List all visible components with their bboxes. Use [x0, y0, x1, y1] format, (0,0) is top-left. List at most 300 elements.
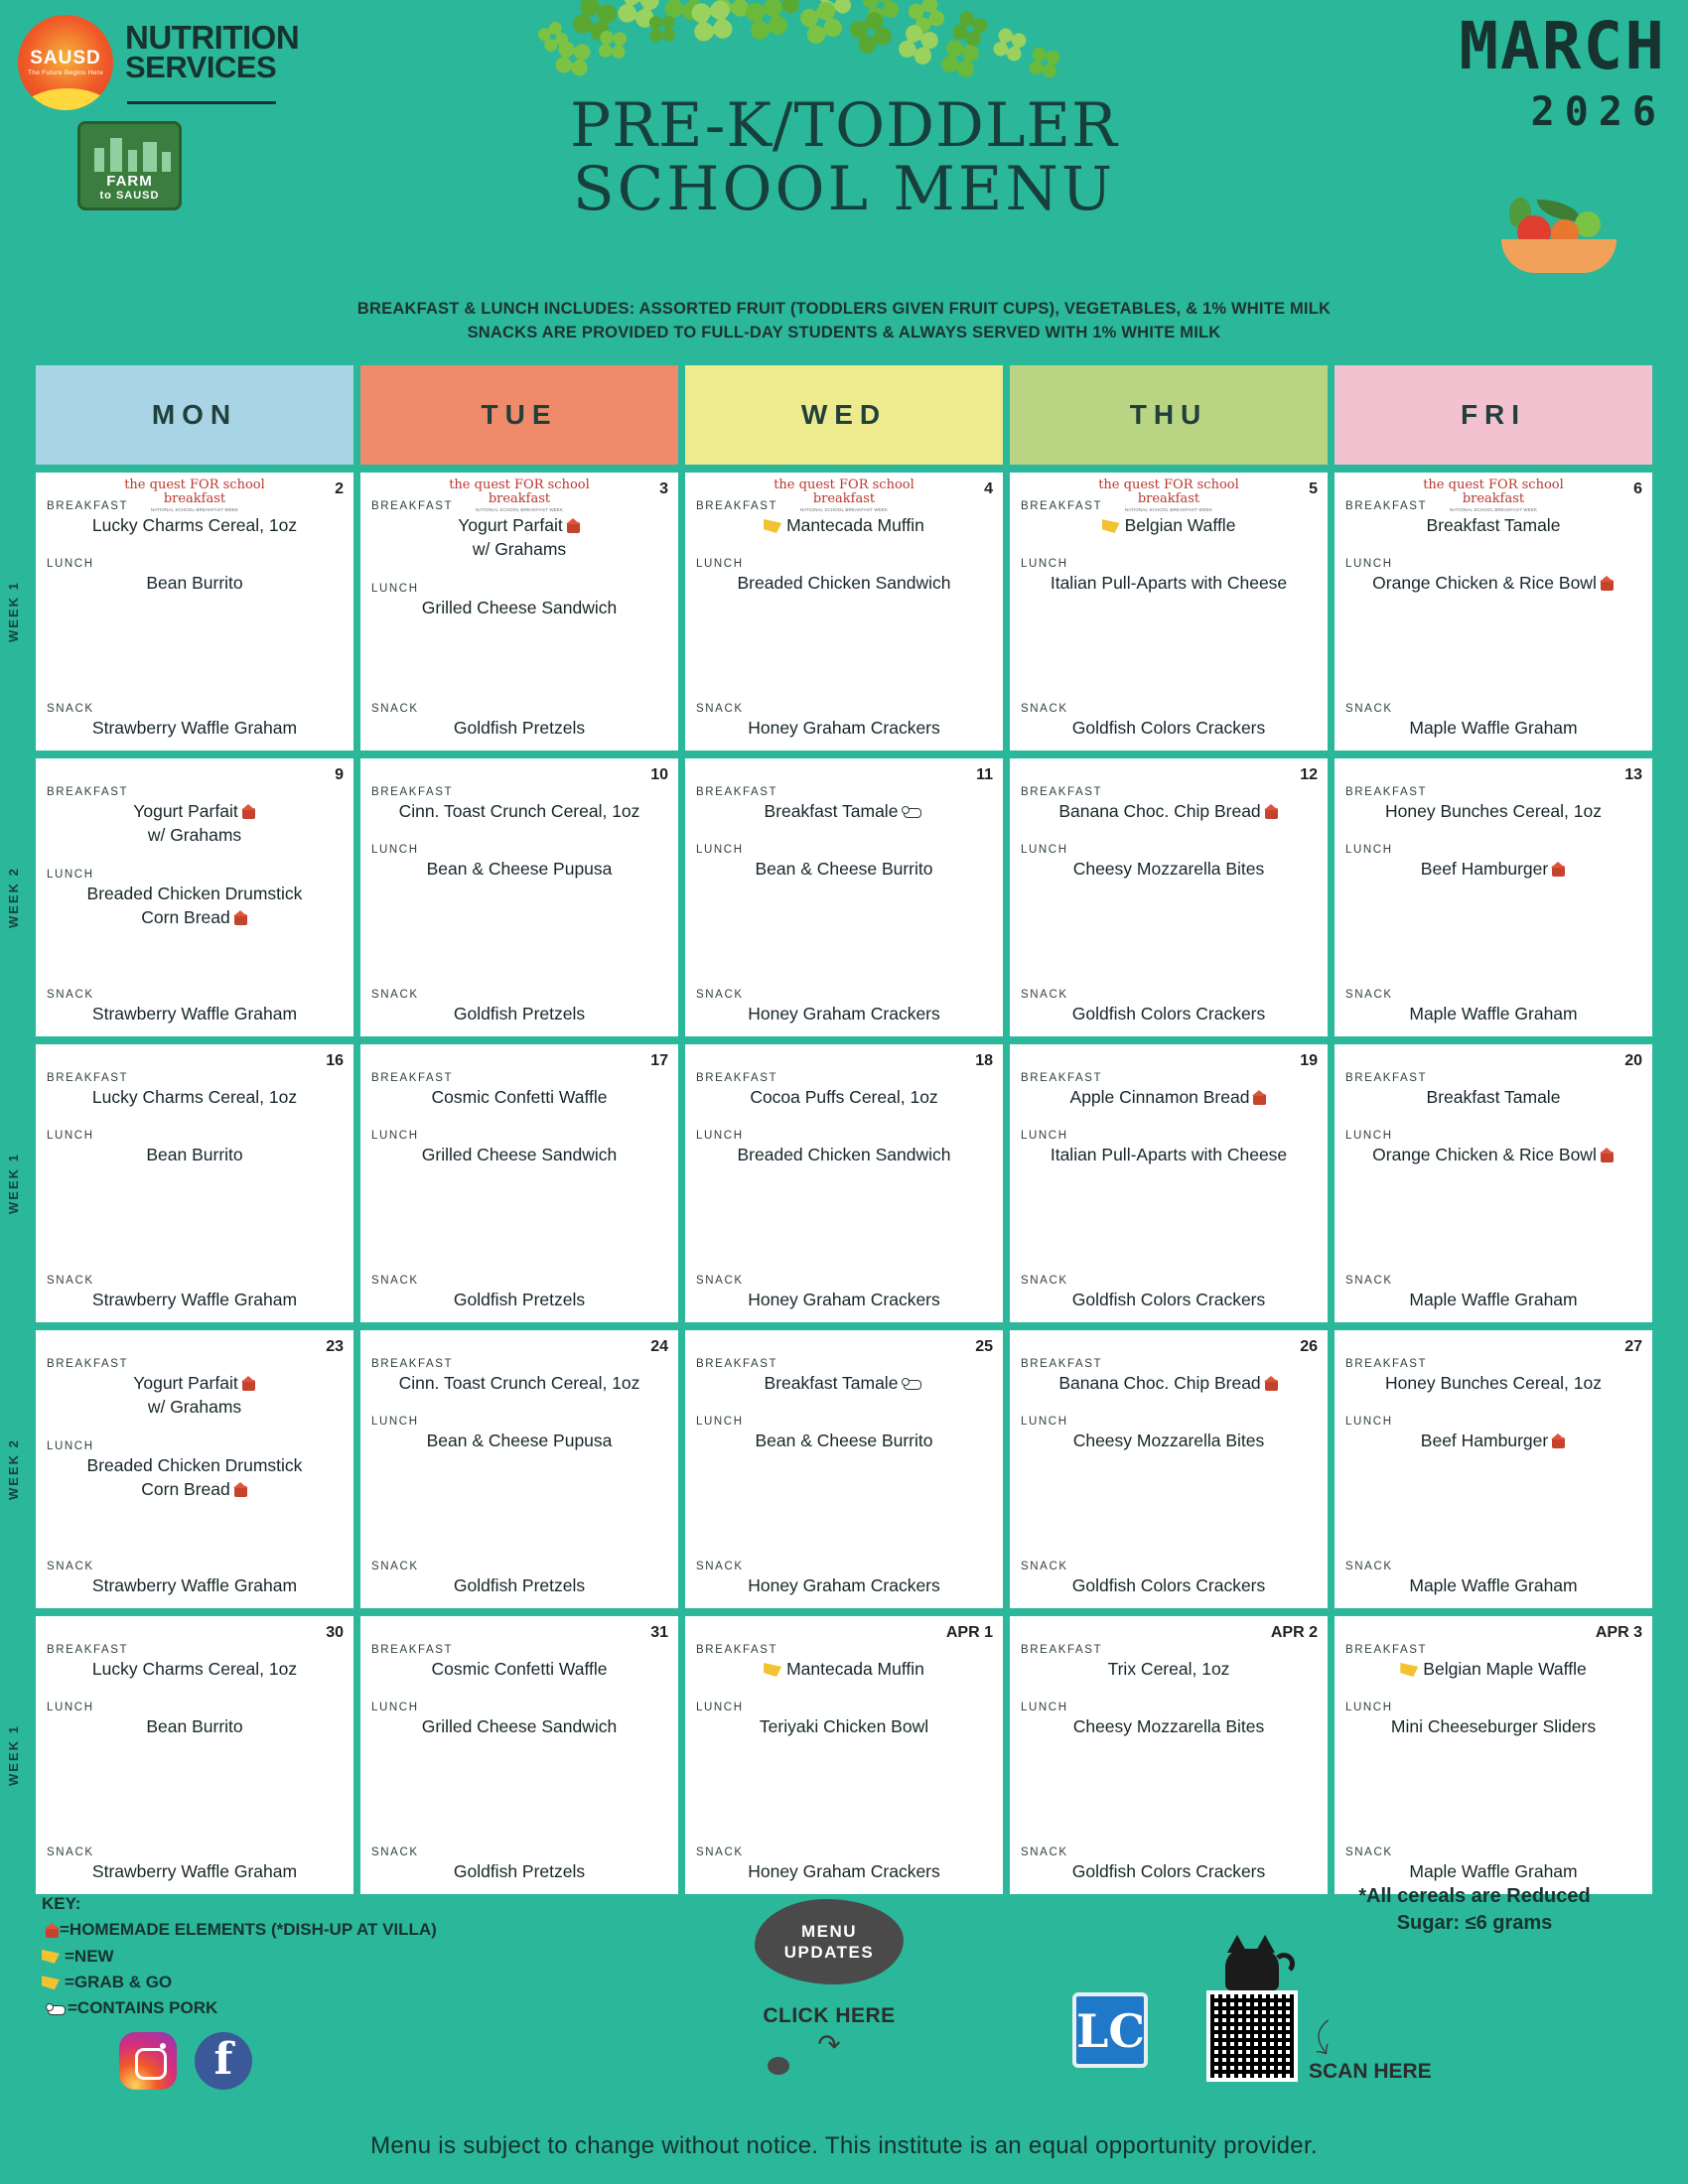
week-row: [6, 1616, 1652, 1894]
week-row: [6, 473, 1652, 751]
snack-label: SNACK: [1021, 988, 1068, 1001]
new-icon: [764, 1663, 781, 1677]
day-number: 20: [1624, 1052, 1642, 1069]
breakfast-item: [1021, 1659, 1317, 1680]
menu-updates-badge: [755, 1899, 904, 1984]
snack-block: [371, 1275, 667, 1310]
snack-label: SNACK: [1345, 1560, 1393, 1572]
snack-item: Maple Waffle Graham: [1409, 1003, 1578, 1024]
homemade-icon: [566, 518, 581, 534]
clover-icon: [991, 26, 1028, 63]
new-icon: [1102, 519, 1120, 533]
day-number: 2: [335, 480, 344, 497]
breakfast-block: [47, 1072, 343, 1108]
calendar-day-cell[interactable]: [36, 1044, 353, 1322]
calendar-day-cell[interactable]: [36, 1330, 353, 1608]
day-number: 19: [1300, 1052, 1318, 1069]
calendar-day-cell[interactable]: [685, 1330, 1003, 1608]
lunch-item-text: Orange Chicken & Rice Bowl: [1372, 573, 1597, 594]
homemade-icon: [1264, 804, 1279, 820]
lunch-item: [696, 573, 992, 594]
breakfast-item: [371, 1373, 667, 1394]
new-icon: [1400, 1663, 1418, 1677]
lunch-block: [371, 844, 667, 880]
calendar-day-cell[interactable]: [1010, 473, 1328, 751]
farm-badge-line-1: FARM: [106, 173, 153, 190]
day-of-week-wed: WED: [685, 365, 1003, 465]
breakfast-item: [696, 1087, 992, 1108]
lunch-block: [1345, 1702, 1641, 1737]
lunch-item-text: Bean & Cheese Pupusa: [426, 859, 613, 880]
calendar-day-cell[interactable]: [1010, 1616, 1328, 1894]
click-here-label: CLICK HERE: [763, 2004, 896, 2027]
lunch-block: [696, 558, 992, 594]
snack-item: Maple Waffle Graham: [1409, 1574, 1578, 1595]
lunch-block: [371, 1130, 667, 1165]
lunch-item-text: Teriyaki Chicken Bowl: [759, 1716, 929, 1737]
breakfast-label: BREAKFAST: [371, 1358, 454, 1370]
lunch-item: [371, 1431, 667, 1451]
breakfast-label: BREAKFAST: [696, 1644, 778, 1656]
snack-label: SNACK: [1021, 1560, 1068, 1572]
snack-label: SNACK: [47, 702, 94, 715]
day-number: APR 2: [1270, 1624, 1318, 1641]
week-row: [6, 1330, 1652, 1608]
lunch-block: [1345, 558, 1641, 594]
instagram-icon[interactable]: [119, 2032, 177, 2090]
day-of-week-fri: FRI: [1335, 365, 1652, 465]
lunch-item: [371, 1145, 667, 1165]
quest-for-school-breakfast-banner: [420, 478, 619, 512]
breakfast-label: BREAKFAST: [371, 1644, 454, 1656]
breakfast-label: BREAKFAST: [696, 786, 778, 798]
lunch-block: [47, 1130, 343, 1165]
day-number: 6: [1633, 480, 1642, 497]
lunch-item: [47, 884, 343, 904]
day-number: 26: [1300, 1338, 1318, 1355]
lunch-block: [1021, 844, 1317, 880]
snack-block: [1345, 703, 1641, 739]
lunch-label: LUNCH: [371, 582, 419, 595]
snack-label: SNACK: [47, 1274, 94, 1287]
snack-block: [696, 703, 992, 739]
lunch-item-line-2-text: Corn Bread: [141, 1479, 230, 1500]
breakfast-label: BREAKFAST: [1021, 1072, 1103, 1084]
cat-icon: [1219, 1933, 1285, 1990]
lunch-block: [1345, 1130, 1641, 1165]
clover-icon: [1028, 46, 1060, 78]
homemade-icon: [1600, 576, 1615, 592]
lunch-item-text: Cheesy Mozzarella Bites: [1072, 859, 1265, 880]
breakfast-item-text: Yogurt Parfait: [458, 515, 563, 535]
breakfast-label: BREAKFAST: [1345, 786, 1428, 798]
snack-item: Goldfish Colors Crackers: [1071, 1574, 1266, 1595]
breakfast-item: [47, 515, 343, 536]
breakfast-item-text: Cocoa Puffs Cereal, 1oz: [750, 1087, 938, 1107]
calendar-day-cell[interactable]: [685, 1616, 1003, 1894]
calendar-day-cell[interactable]: [685, 758, 1003, 1036]
breakfast-item-text: Trix Cereal, 1oz: [1107, 1659, 1230, 1679]
lunch-label: LUNCH: [696, 844, 744, 857]
breakfast-block: [47, 1644, 343, 1680]
lunch-block: [47, 869, 343, 929]
menu-calendar: [6, 365, 1652, 1894]
page-title-line-1: PRE-K/TODDLER: [570, 90, 1118, 161]
homemade-icon: [241, 804, 256, 820]
breakfast-item-text: Lucky Charms Cereal, 1oz: [91, 1087, 298, 1107]
new-icon: [764, 519, 781, 533]
snack-block: [47, 703, 343, 739]
week-row: [6, 758, 1652, 1036]
breakfast-block: [1021, 1072, 1317, 1108]
year-label: 2026: [1530, 89, 1666, 135]
lunch-item-text: Cheesy Mozzarella Bites: [1072, 1716, 1265, 1737]
lunch-item-text: Grilled Cheese Sandwich: [421, 597, 618, 617]
breakfast-item-text: Mantecada Muffin: [786, 1659, 924, 1679]
legend-item-contains-pork-label: =CONTAINS PORK: [68, 1998, 218, 2018]
breakfast-block: [1345, 786, 1641, 822]
day-number: 9: [335, 766, 344, 783]
skyline-icon: [88, 130, 171, 172]
calendar-day-cell[interactable]: [360, 473, 678, 751]
facebook-icon[interactable]: f: [195, 2032, 252, 2090]
calendar-day-cell[interactable]: [1335, 758, 1652, 1036]
calendar-day-cell[interactable]: [685, 473, 1003, 751]
lunch-label: LUNCH: [371, 1130, 419, 1143]
day-number: 12: [1300, 766, 1318, 783]
breakfast-item-line-2: w/ Grahams: [472, 539, 567, 560]
calendar-day-cell[interactable]: [360, 1616, 678, 1894]
breakfast-label: BREAKFAST: [696, 500, 778, 512]
snack-item: Honey Graham Crackers: [748, 717, 940, 738]
snack-block: [47, 989, 343, 1024]
snack-block: [1021, 703, 1317, 739]
lunch-item-text: Bean & Cheese Burrito: [755, 859, 933, 880]
breakfast-item: [371, 515, 667, 536]
nutrition-services-title: [125, 19, 353, 85]
lunch-item: [1345, 1145, 1641, 1165]
page-footer: [0, 1885, 1688, 2184]
calendar-day-cell[interactable]: [1010, 1044, 1328, 1322]
snack-item: Goldfish Colors Crackers: [1071, 1860, 1266, 1881]
snack-block: [371, 1561, 667, 1596]
snack-item: Strawberry Waffle Graham: [91, 1003, 298, 1024]
snack-block: [1345, 989, 1641, 1024]
calendar-day-cell[interactable]: [360, 1044, 678, 1322]
calendar-day-cell[interactable]: [1335, 1330, 1652, 1608]
snack-item: Maple Waffle Graham: [1409, 1860, 1578, 1881]
breakfast-item: [371, 1659, 667, 1680]
week-label: WEEK 1: [6, 1724, 21, 1786]
qr-code[interactable]: [1206, 1990, 1298, 2082]
breakfast-label: BREAKFAST: [1021, 786, 1103, 798]
legend-item-homemade: [42, 1917, 437, 1943]
curved-arrow-icon: ↷: [817, 2029, 841, 2060]
lunch-label: LUNCH: [696, 1702, 744, 1714]
nutrition-line-2: SERVICES: [125, 50, 277, 85]
homemade-icon: [241, 1376, 256, 1392]
breakfast-label: BREAKFAST: [47, 1358, 129, 1370]
snack-label: SNACK: [696, 988, 744, 1001]
snack-label: SNACK: [696, 1274, 744, 1287]
lunch-label: LUNCH: [1021, 1416, 1068, 1429]
calendar-day-cell[interactable]: [360, 758, 678, 1036]
month-year-heading: [1249, 8, 1666, 135]
breakfast-item: [1345, 801, 1641, 822]
calendar-day-cell[interactable]: [1335, 1616, 1652, 1894]
lunch-item-text: Italian Pull-Aparts with Cheese: [1050, 573, 1288, 594]
quest-title: the quest FOR school breakfast: [1423, 478, 1564, 506]
breakfast-item: [1345, 1087, 1641, 1108]
snack-item: Goldfish Pretzels: [453, 717, 586, 738]
day-of-week-header-row: [36, 365, 1652, 465]
lunch-label: LUNCH: [47, 1439, 94, 1452]
snack-block: [1021, 989, 1317, 1024]
day-number: 10: [650, 766, 668, 783]
lunch-label: LUNCH: [1345, 1130, 1393, 1143]
breakfast-item-text: Banana Choc. Chip Bread: [1058, 1373, 1261, 1393]
snack-item: Goldfish Colors Crackers: [1071, 717, 1266, 738]
breakfast-label: BREAKFAST: [47, 500, 129, 512]
lunch-block: [1021, 1702, 1317, 1737]
breakfast-label: BREAKFAST: [1345, 500, 1428, 512]
breakfast-block: [1021, 786, 1317, 822]
snack-item: Goldfish Pretzels: [453, 1289, 586, 1309]
snack-label: SNACK: [1345, 1845, 1393, 1858]
week-label: WEEK 1: [6, 1153, 21, 1214]
lunch-item-text: Grilled Cheese Sandwich: [421, 1145, 618, 1165]
breakfast-block: [696, 1358, 992, 1394]
clover-icon: [744, 0, 789, 42]
snack-block: [1021, 1561, 1317, 1596]
breakfast-item: [1021, 1087, 1317, 1108]
lunch-block: [1345, 844, 1641, 880]
breakfast-block: [696, 1644, 992, 1680]
calendar-day-cell[interactable]: [360, 1330, 678, 1608]
breakfast-item-line-2: w/ Grahams: [147, 825, 242, 846]
lunch-item: [1345, 1716, 1641, 1737]
snack-label: SNACK: [1021, 702, 1068, 715]
breakfast-block: [371, 1358, 667, 1394]
snack-label: SNACK: [47, 1560, 94, 1572]
homemade-icon: [1551, 1433, 1566, 1449]
lunch-label: LUNCH: [696, 1130, 744, 1143]
lunch-item: [1021, 573, 1317, 594]
lunch-item: [696, 859, 992, 880]
quest-subtitle: NATIONAL SCHOOL BREAKFAST WEEK: [150, 507, 239, 513]
breakfast-item-text: Honey Bunches Cereal, 1oz: [1385, 801, 1602, 821]
snack-block: [696, 989, 992, 1024]
quest-title: the quest FOR school breakfast: [1098, 478, 1239, 506]
breakfast-label: BREAKFAST: [47, 1644, 129, 1656]
brand-logo: [18, 10, 346, 129]
snack-label: SNACK: [1345, 988, 1393, 1001]
breakfast-item-text: Breakfast Tamale: [764, 801, 899, 821]
breakfast-block: [1021, 1644, 1317, 1680]
breakfast-label: BREAKFAST: [1021, 1644, 1103, 1656]
legend-item-new: [42, 1944, 437, 1970]
breakfast-item: [47, 1659, 343, 1680]
nutrition-line-1: NUTRITION: [125, 19, 300, 56]
clover-icon: [896, 22, 940, 67]
lunch-item: [371, 1716, 667, 1737]
snack-label: SNACK: [1345, 702, 1393, 715]
lunch-block: [1021, 558, 1317, 594]
calendar-day-cell[interactable]: [1010, 1330, 1328, 1608]
lunch-item: [1345, 573, 1641, 594]
breakfast-item-text: Belgian Maple Waffle: [1423, 1659, 1587, 1679]
breakfast-item: [1021, 515, 1317, 536]
homemade-icon: [45, 1923, 60, 1939]
lunch-label: LUNCH: [1021, 558, 1068, 571]
lunch-item-text: Breaded Chicken Drumstick: [86, 1454, 303, 1475]
breakfast-label: BREAKFAST: [47, 1072, 129, 1084]
breakfast-item: [47, 801, 343, 822]
quest-for-school-breakfast-banner: [95, 478, 294, 512]
breakfast-block: [47, 1358, 343, 1419]
snack-block: [696, 1275, 992, 1310]
lunch-block: [47, 1440, 343, 1501]
page-title: [437, 90, 1251, 225]
includes-line-1: BREAKFAST & LUNCH INCLUDES: ASSORTED FRUIT (TODDLERS GIVEN FRUIT CUPS), VEGETABLES, & 1% WHITE MILK: [356, 300, 1332, 318]
week-row: [6, 1044, 1652, 1322]
snack-label: SNACK: [371, 1845, 419, 1858]
farm-badge-line-2: to SAUSD: [99, 190, 160, 202]
breakfast-label: BREAKFAST: [1021, 500, 1103, 512]
day-number: 3: [659, 480, 668, 497]
breakfast-item: [47, 1373, 343, 1394]
calendar-day-cell[interactable]: [1335, 473, 1652, 751]
snack-block: [47, 1561, 343, 1596]
quest-subtitle: NATIONAL SCHOOL BREAKFAST WEEK: [475, 507, 564, 513]
breakfast-label: BREAKFAST: [696, 1358, 778, 1370]
legend-item-grab-and-go: [42, 1970, 437, 1995]
day-number: 17: [650, 1052, 668, 1069]
snack-block: [1345, 1275, 1641, 1310]
snack-label: SNACK: [47, 988, 94, 1001]
lunch-block: [696, 1130, 992, 1165]
lunch-item: [47, 573, 343, 594]
homemade-icon: [1551, 862, 1566, 878]
breakfast-item-text: Belgian Waffle: [1124, 515, 1236, 535]
clover-icon: [649, 16, 675, 42]
breakfast-label: BREAKFAST: [371, 1072, 454, 1084]
calendar-day-cell[interactable]: [36, 1616, 353, 1894]
breakfast-label: BREAKFAST: [1021, 1358, 1103, 1370]
snack-label: SNACK: [696, 1560, 744, 1572]
scan-arrow-icon: ⤴: [1302, 2015, 1345, 2060]
lunch-item: [371, 598, 667, 618]
breakfast-item: [1345, 515, 1641, 536]
breakfast-label: BREAKFAST: [371, 500, 454, 512]
day-number: 23: [326, 1338, 344, 1355]
breakfast-block: [696, 1072, 992, 1108]
breakfast-item: [47, 1087, 343, 1108]
lunch-item-line-2-text: Corn Bread: [141, 907, 230, 928]
breakfast-label: BREAKFAST: [47, 786, 129, 798]
day-number: 13: [1624, 766, 1642, 783]
brand-divider: [127, 101, 276, 104]
lunch-item-text: Breaded Chicken Sandwich: [737, 573, 951, 594]
day-number: 4: [984, 480, 993, 497]
day-of-week-mon: MON: [36, 365, 353, 465]
day-of-week-tue: TUE: [360, 365, 678, 465]
vegetables-in-hands-icon: [1479, 174, 1638, 283]
lunch-item: [1345, 1431, 1641, 1451]
pork-icon: [902, 1377, 923, 1390]
week-label: WEEK 2: [6, 867, 21, 928]
pork-icon: [902, 805, 923, 818]
page-header: [0, 0, 1688, 341]
calendar-day-cell[interactable]: [1335, 1044, 1652, 1322]
day-number: 11: [976, 766, 993, 783]
calendar-day-cell[interactable]: [1010, 758, 1328, 1036]
day-number: 24: [650, 1338, 668, 1355]
linktree-app-icon[interactable]: LC: [1072, 1992, 1148, 2068]
breakfast-label: BREAKFAST: [1345, 1644, 1428, 1656]
clover-icon: [554, 40, 591, 76]
breakfast-block: [371, 786, 667, 822]
breakfast-item: [1345, 1373, 1641, 1394]
snack-label: SNACK: [371, 702, 419, 715]
legend-item-homemade-label: =HOMEMADE ELEMENTS (*DISH-UP AT VILLA): [60, 1920, 437, 1940]
day-number: APR 1: [945, 1624, 993, 1641]
breakfast-item: [696, 515, 992, 536]
lunch-item-text: Breaded Chicken Drumstick: [86, 883, 303, 903]
snack-block: [696, 1846, 992, 1882]
lunch-item: [47, 1716, 343, 1737]
breakfast-item: [696, 1659, 992, 1680]
breakfast-block: [1345, 1072, 1641, 1108]
snack-label: SNACK: [371, 988, 419, 1001]
clover-icon: [690, 0, 733, 43]
lunch-block: [371, 1416, 667, 1451]
snack-item: Strawberry Waffle Graham: [91, 1860, 298, 1881]
lunch-item-line-2: [47, 907, 343, 928]
breakfast-item: [371, 1087, 667, 1108]
breakfast-item: [696, 801, 992, 822]
legend-item-new-label: =NEW: [65, 1946, 114, 1966]
lunch-item-text: Bean Burrito: [146, 1716, 243, 1737]
snack-label: SNACK: [696, 702, 744, 715]
quest-subtitle: NATIONAL SCHOOL BREAKFAST WEEK: [1124, 507, 1213, 513]
snack-item: Honey Graham Crackers: [748, 1289, 940, 1309]
breakfast-label: BREAKFAST: [696, 1072, 778, 1084]
quest-subtitle: NATIONAL SCHOOL BREAKFAST WEEK: [1449, 507, 1538, 513]
quest-subtitle: NATIONAL SCHOOL BREAKFAST WEEK: [799, 507, 889, 513]
calendar-day-cell[interactable]: [36, 758, 353, 1036]
farm-to-sausd-badge-icon: [77, 121, 182, 210]
homemade-icon: [233, 1482, 248, 1498]
day-of-week-thu: THU: [1010, 365, 1328, 465]
lunch-item-text: Bean & Cheese Pupusa: [426, 1431, 613, 1451]
lunch-item: [47, 1145, 343, 1165]
lunch-block: [47, 558, 343, 594]
calendar-day-cell[interactable]: [36, 473, 353, 751]
breakfast-item-text: Apple Cinnamon Bread: [1069, 1087, 1250, 1107]
snack-item: Honey Graham Crackers: [748, 1860, 940, 1881]
lunch-item: [1021, 859, 1317, 880]
calendar-day-cell[interactable]: [685, 1044, 1003, 1322]
lunch-label: LUNCH: [47, 1702, 94, 1714]
breakfast-item: [696, 1373, 992, 1394]
homemade-icon: [233, 910, 248, 926]
cereal-note-line-2: Sugar: ≤6 grams: [1396, 1912, 1553, 1934]
lunch-block: [696, 1416, 992, 1451]
scan-here-label: SCAN HERE: [1309, 2060, 1432, 2083]
snack-block: [371, 703, 667, 739]
snack-block: [1345, 1846, 1641, 1882]
